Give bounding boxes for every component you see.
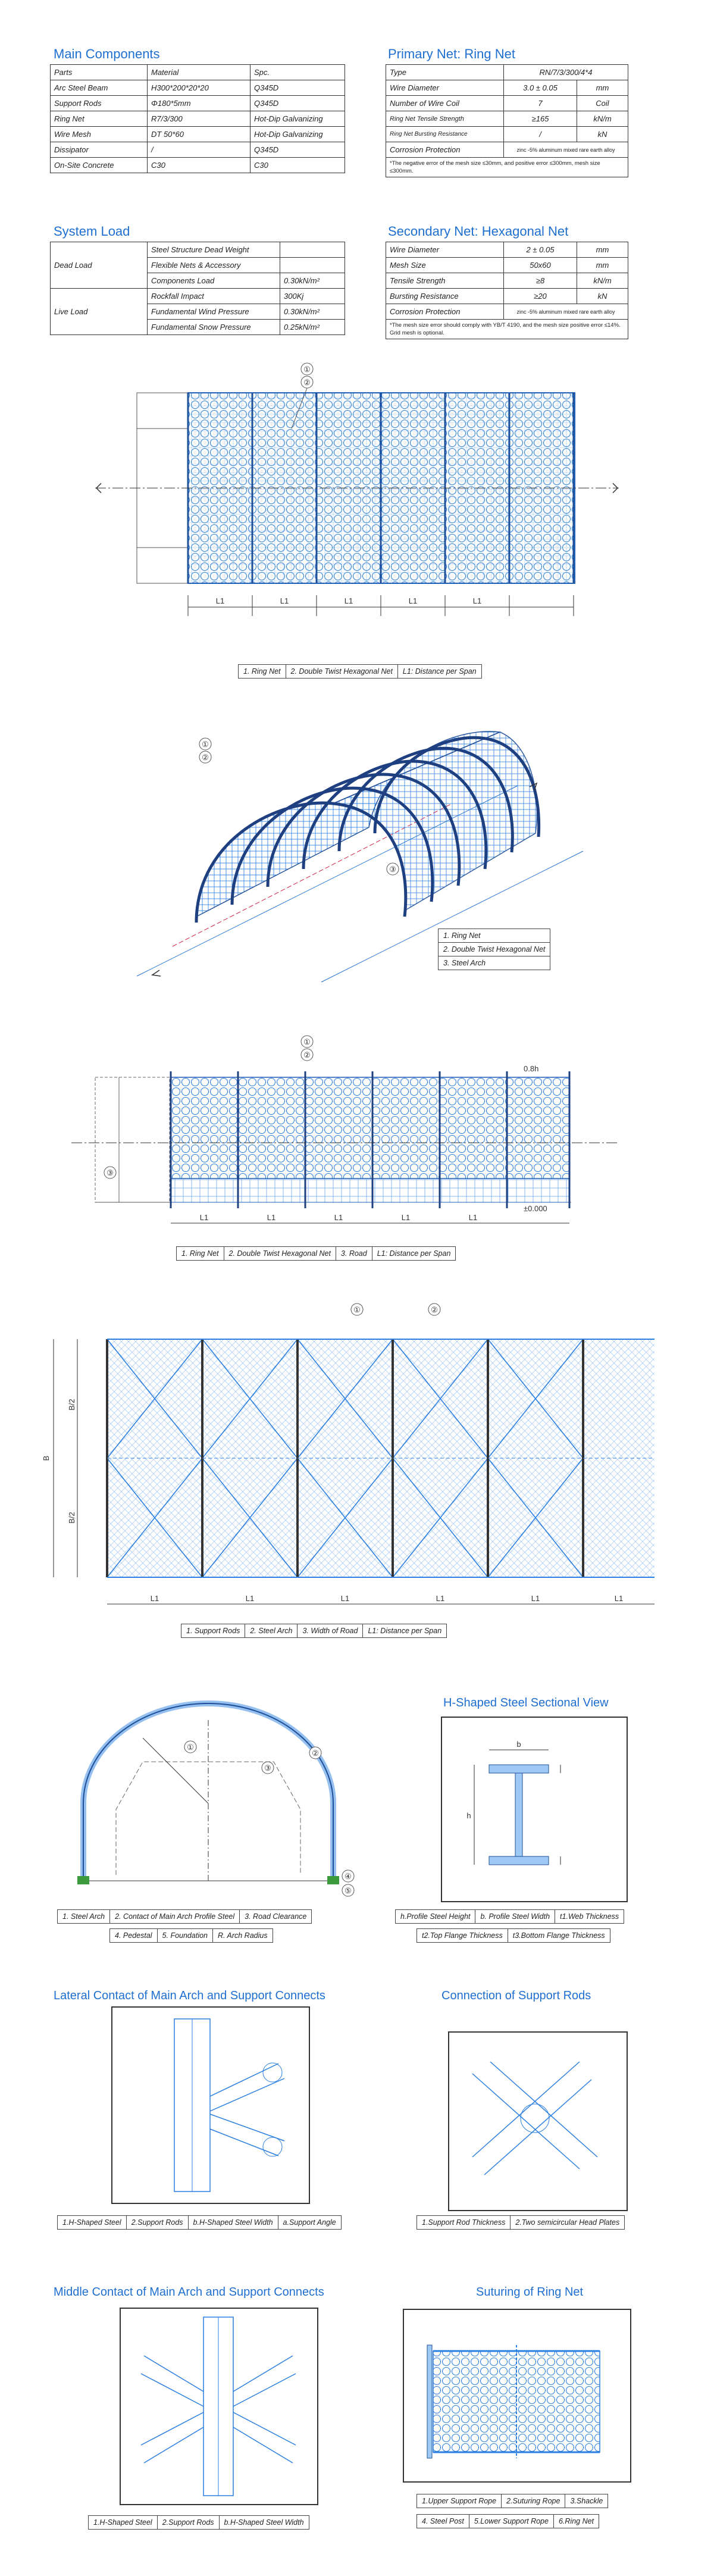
table-row: Flexible Nets & Accessory bbox=[51, 258, 345, 273]
span-label: L1 bbox=[150, 1594, 159, 1603]
dim-h-label: h bbox=[466, 1811, 471, 1820]
middle-contact-legend: 1.H-Shaped Steel 2.Support Rods b.H-Shaped Steel Width bbox=[88, 2515, 309, 2530]
table-row: Fundamental Snow Pressure 0.25kN/m² bbox=[51, 320, 345, 335]
callout-1: ① bbox=[353, 1305, 361, 1314]
diagram5-legend-row2: 4. Pedestal 5. Foundation R. Arch Radius bbox=[109, 1928, 273, 1943]
span-label: L1 bbox=[267, 1213, 276, 1222]
lateral-contact-diagram bbox=[112, 2007, 309, 2203]
half-width-label: B/2 bbox=[67, 1512, 76, 1524]
secondary-net-title: Secondary Net: Hexagonal Net bbox=[388, 224, 569, 239]
tunnel-3d-diagram bbox=[0, 720, 714, 994]
span-label: L1 bbox=[215, 596, 225, 605]
callout-2: ② bbox=[431, 1305, 438, 1314]
callout-2: ② bbox=[303, 1051, 311, 1059]
h-section-diagram bbox=[441, 1717, 627, 1902]
table-row: Tensile Strength ≥8 kN/m bbox=[386, 273, 628, 289]
callout-2: ② bbox=[303, 378, 311, 387]
lateral-contact-legend: 1.H-Shaped Steel 2.Support Rods b.H-Shaped Steel Width a.Support Angle bbox=[57, 2215, 341, 2230]
diagram2-legend: 1. Ring Net 2. Double Twist Hexagonal Net 3. Steel Arch bbox=[438, 929, 550, 970]
span-label: L1 bbox=[199, 1213, 209, 1222]
table-row: On-Site Concrete C30 C30 bbox=[51, 158, 345, 173]
table-row: Live Load Rockfall Impact 300Kj bbox=[51, 289, 345, 304]
span-label: L1 bbox=[472, 596, 482, 605]
table-row: Number of Wire Coil 7 Coil bbox=[386, 96, 628, 111]
elevation-bottom: ±0.000 bbox=[524, 1204, 547, 1213]
elevation-diagram bbox=[0, 1030, 714, 1262]
system-load-title: System Load bbox=[54, 224, 130, 239]
h-section-title: H-Shaped Steel Sectional View bbox=[443, 1696, 609, 1709]
elevation-top: 0.8h bbox=[524, 1064, 539, 1073]
table-row: Bursting Resistance ≥20 kN bbox=[386, 289, 628, 304]
table-row: Mesh Size 50x60 mm bbox=[386, 258, 628, 273]
half-width-label: B/2 bbox=[67, 1399, 76, 1411]
callout-3: ③ bbox=[389, 865, 396, 874]
table-row: Corrosion Protection zinc -5% aluminum mixed rare earth alloy bbox=[386, 304, 628, 320]
main-components-table bbox=[50, 64, 345, 173]
table-row: *The negative error of the mesh size ≤30mm, and positive error ≤300mm, mesh size ≤300mm. bbox=[386, 158, 628, 177]
primary-net-table bbox=[386, 64, 628, 177]
span-label: L1 bbox=[340, 1594, 350, 1603]
span-label: L1 bbox=[614, 1594, 624, 1603]
suturing-legend-row1: 1.Upper Support Rope 2.Suturing Rope 3.Shackle bbox=[416, 2494, 607, 2508]
table-row: Wire Diameter 3.0 ± 0.05 mm bbox=[386, 80, 628, 96]
span-label: L1 bbox=[531, 1594, 540, 1603]
lateral-contact-title: Lateral Contact of Main Arch and Support Connects bbox=[54, 1989, 325, 2002]
support-rods-diagram bbox=[449, 2032, 627, 2211]
table-row: Wire Diameter 2 ± 0.05 mm bbox=[386, 242, 628, 258]
span-label: L1 bbox=[468, 1213, 478, 1222]
span-label: L1 bbox=[401, 1213, 411, 1222]
span-label: L1 bbox=[408, 596, 418, 605]
callout-4: ④ bbox=[345, 1872, 352, 1881]
table-row: Ring Net Bursting Resistance / kN bbox=[386, 127, 628, 142]
system-load-table bbox=[50, 242, 345, 335]
table-row: Wire Mesh DT 50*60 Hot-Dip Galvanizing bbox=[51, 127, 345, 142]
secondary-net-table bbox=[386, 242, 628, 339]
callout-3: ③ bbox=[264, 1764, 271, 1772]
callout-5: ⑤ bbox=[345, 1886, 352, 1895]
table-row: Components Load 0.30kN/m² bbox=[51, 273, 345, 289]
width-label: B bbox=[42, 1455, 51, 1461]
span-label: L1 bbox=[436, 1594, 445, 1603]
support-rods-title: Connection of Support Rods bbox=[441, 1989, 591, 2002]
suturing-legend-row2: 4. Steel Post 5.Lower Support Rope 6.Ring Net bbox=[416, 2514, 599, 2528]
table-row: Parts Material Spc. bbox=[51, 65, 345, 80]
callout-1: ① bbox=[202, 740, 209, 749]
h-section-legend-row2: t2.Top Flange Thickness t3.Bottom Flange Thickness bbox=[416, 1928, 610, 1943]
span-label: L1 bbox=[334, 1213, 343, 1222]
primary-net-title: Primary Net: Ring Net bbox=[388, 46, 515, 61]
span-label: L1 bbox=[344, 596, 353, 605]
table-row: Ring Net Tensile Strength ≥165 kN/m bbox=[386, 111, 628, 127]
dim-b-label: b bbox=[516, 1740, 521, 1749]
table-row: Type RN/7/3/300/4*4 bbox=[386, 65, 628, 80]
callout-2: ② bbox=[202, 753, 209, 762]
diagram5-legend-row1: 1. Steel Arch 2. Contact of Main Arch Profile Steel 3. Road Clearance bbox=[57, 1909, 311, 1924]
table-row: Ring Net R7/3/300 Hot-Dip Galvanizing bbox=[51, 111, 345, 127]
suturing-diagram bbox=[403, 2309, 631, 2482]
callout-1: ① bbox=[187, 1743, 194, 1752]
ring-net-plan-diagram bbox=[0, 365, 714, 690]
main-components-title: Main Components bbox=[54, 46, 160, 61]
table-row: *The mesh size error should comply with YB/T 4190, and the mesh size positive error ≤14%. Grid mesh is optional. bbox=[386, 320, 628, 339]
h-section-legend-row1: h.Profile Steel Height b. Profile Steel Width t1.Web Thickness bbox=[395, 1909, 624, 1924]
diagram3-legend: 1. Ring Net 2. Double Twist Hexagonal Net 3. Road L1: Distance per Span bbox=[176, 1246, 455, 1261]
middle-contact-diagram bbox=[120, 2308, 318, 2505]
middle-contact-title: Middle Contact of Main Arch and Support Connects bbox=[54, 2286, 324, 2299]
support-rods-legend: 1.Support Rod Thickness 2.Two semicircular Head Plates bbox=[416, 2215, 624, 2230]
diagram1-legend: 1. Ring Net 2. Double Twist Hexagonal Net L1: Distance per Span bbox=[238, 664, 481, 679]
table-row: Dissipator / Q345D bbox=[51, 142, 345, 158]
table-row: Support Rods Φ180*5mm Q345D bbox=[51, 96, 345, 111]
callout-3: ③ bbox=[107, 1168, 114, 1177]
span-label: L1 bbox=[245, 1594, 255, 1603]
suturing-title: Suturing of Ring Net bbox=[476, 2286, 584, 2299]
support-rods-plan-diagram bbox=[0, 1292, 714, 1637]
callout-1: ① bbox=[303, 365, 311, 374]
diagram4-legend: 1. Support Rods 2. Steel Arch 3. Width of Road L1: Distance per Span bbox=[181, 1624, 446, 1638]
callout-2: ② bbox=[312, 1749, 319, 1758]
table-row: Corrosion Protection zinc -5% aluminum mixed rare earth alloy bbox=[386, 142, 628, 158]
arch-section-diagram bbox=[0, 1702, 381, 1899]
table-row: Arc Steel Beam H300*200*20*20 Q345D bbox=[51, 80, 345, 96]
callout-1: ① bbox=[303, 1037, 311, 1046]
span-label: L1 bbox=[280, 596, 289, 605]
table-row: Fundamental Wind Pressure 0.30kN/m² bbox=[51, 304, 345, 320]
table-row: Dead Load Steel Structure Dead Weight bbox=[51, 242, 345, 258]
